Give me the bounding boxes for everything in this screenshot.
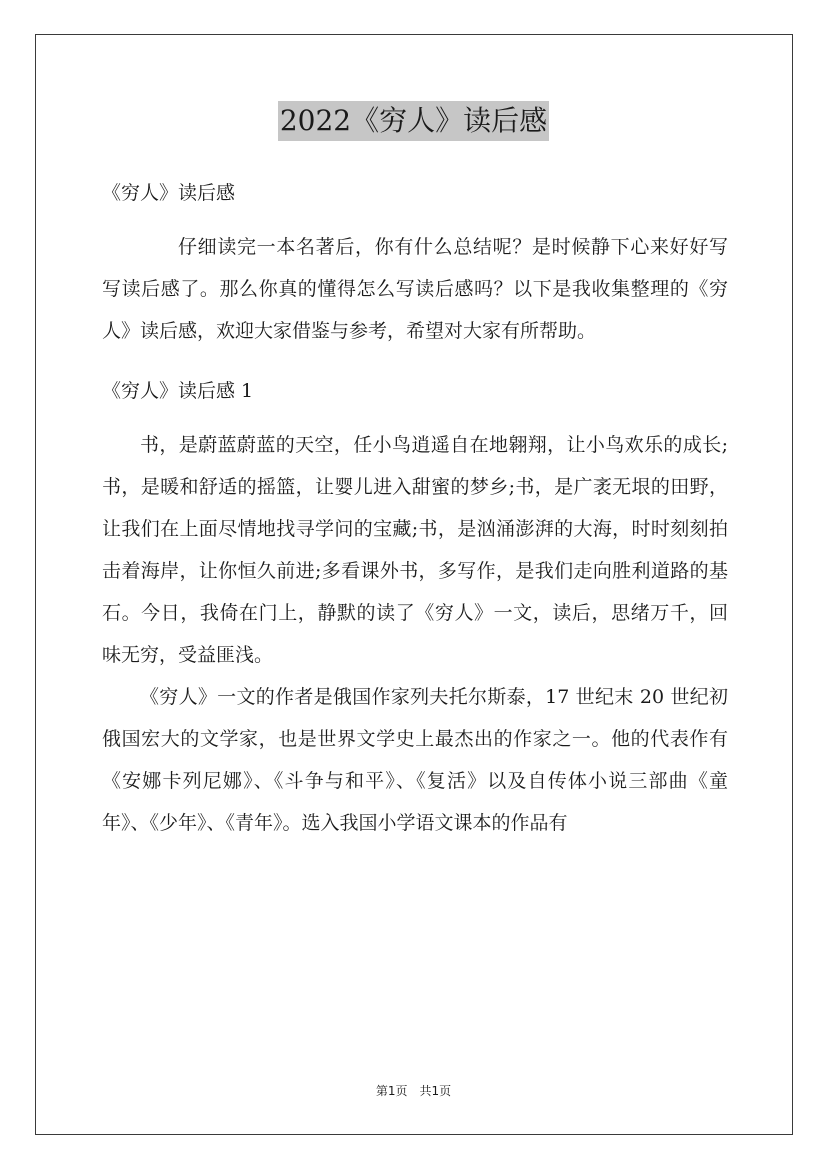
body-paragraph-2: 《穷人》一文的作者是俄国作家列夫托尔斯泰，17 世纪末 20 世纪初俄国宏大的文学家，也是世界文学史上最杰出的作家之一。他的代表作有《安娜卡列尼娜》、《斗争与和平》、《复活》以及自传体小说三部曲《童年》、《少年》、《青年》。选入我国小学语文课本的作品有 (102, 686, 728, 834)
subtitle-heading: 《穷人》读后感 (102, 182, 236, 204)
document-title: 2022《穷人》读后感 (278, 101, 549, 141)
document-body (102, 172, 728, 844)
title-container (0, 101, 827, 141)
page-footer: 第1页 共1页 (375, 1084, 452, 1098)
intro-paragraph: 仔细读完一本名著后，你有什么总结呢？是时候静下心来好好写写读后感了。那么你真的懂得怎么写读后感吗？以下是我收集整理的《穷人》读后感，欢迎大家借鉴与参考，希望对大家有所帮助。 (102, 236, 728, 342)
section-heading-1: 《穷人》读后感 1 (102, 380, 254, 402)
body-paragraph-1: 书，是蔚蓝蔚蓝的天空，任小鸟逍遥自在地翱翔，让小鸟欢乐的成长;书，是暖和舒适的摇篮，让婴儿进入甜蜜的梦乡;书，是广袤无垠的田野，让我们在上面尽情地找寻学问的宝藏;书，是汹涌澎湃的大海，时时刻刻拍击着海岸，让你恒久前进;多看课外书，多写作，是我们走向胜利道路的基石。今日，我倚在门上，静默的读了《穷人》一文，读后，思绪万千，回味无穷，受益匪浅。 (102, 434, 728, 666)
